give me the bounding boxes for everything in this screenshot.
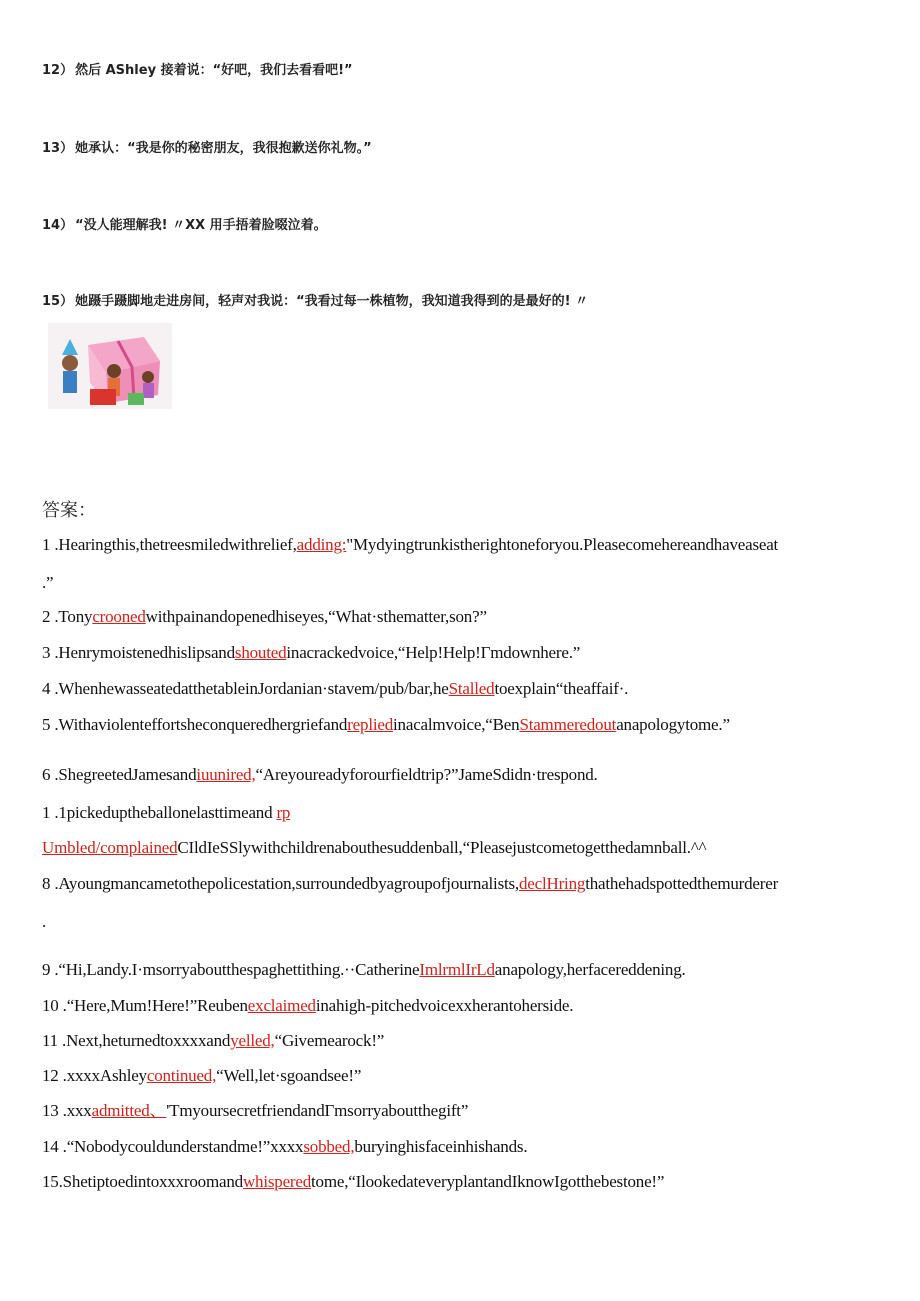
answer-text: 15.Shetiptoedintoxxxroomand bbox=[42, 1172, 243, 1191]
answer-text: 11 .Next,heturnedtoxxxxand bbox=[42, 1031, 231, 1050]
answer-text: 1 .Hearingthis,thetreesmiledwithrelief, bbox=[42, 535, 297, 554]
answer-line bbox=[42, 960, 686, 980]
answer-line bbox=[42, 765, 598, 785]
question-12: 12） 然后 AShley 接着说：“好吧，我们去看看吧!” bbox=[42, 63, 353, 78]
answer-text: 2 .Tony bbox=[42, 607, 93, 626]
answer-text: 13 .xxx bbox=[42, 1101, 92, 1120]
answer-text: 4 .WhenhewasseatedatthetableinJordanian·stavem/pub/bar,he bbox=[42, 679, 449, 698]
answer-word: exclaimed bbox=[247, 996, 316, 1015]
gift-party-illustration bbox=[48, 323, 172, 409]
answer-line bbox=[42, 1066, 361, 1086]
answer-word: shouted bbox=[234, 643, 287, 662]
answer-line bbox=[42, 1137, 527, 1157]
answer-word: replied bbox=[347, 715, 394, 734]
answer-text: inacrackedvoice,“Help!Help!Γmdownhere.” bbox=[286, 643, 581, 662]
answer-word: iuunired, bbox=[196, 765, 256, 784]
answer-text: 14 .“Nobodycouldunderstandme!”xxxx bbox=[42, 1137, 304, 1156]
answer-line bbox=[42, 535, 778, 555]
answer-line bbox=[42, 838, 706, 858]
answer-word: continued, bbox=[146, 1066, 217, 1085]
answer-word: yelled, bbox=[230, 1031, 275, 1050]
answer-line bbox=[42, 1031, 384, 1051]
answer-line bbox=[42, 996, 573, 1016]
question-13: 13） 她承认：“我是你的秘密朋友，我很抱歉送你礼物。” bbox=[42, 141, 372, 156]
answer-line bbox=[42, 715, 730, 735]
answer-text: 6 .ShegreetedJamesand bbox=[42, 765, 197, 784]
answer-text: tome,“IlookedateveryplantandIknowIgotthebestone!” bbox=[311, 1172, 665, 1191]
answer-word: adding: bbox=[296, 535, 347, 554]
answer-word: rp bbox=[276, 803, 291, 822]
answer-text: 12 .xxxxAshley bbox=[42, 1066, 147, 1085]
answer-text: "Mydyingtrunkistherightoneforyou.Pleasecomehereandhaveaseat bbox=[346, 535, 779, 554]
answer-line bbox=[42, 607, 487, 627]
answer-line bbox=[42, 573, 53, 593]
answer-text: CIldIeSSlywithchildrenabouthesuddenball,“Pleasejustcometogetthedamnball.^^ bbox=[177, 838, 707, 857]
answer-text: 'TmyoursecretfriendandΓmsorryaboutthegift” bbox=[166, 1101, 469, 1120]
answer-line bbox=[42, 643, 580, 663]
answer-text: 3 .Henrymoistenedhislipsand bbox=[42, 643, 235, 662]
answer-line bbox=[42, 1172, 664, 1192]
answer-word: admitted、 bbox=[91, 1101, 167, 1120]
answer-text: 8 .Ayoungmancametothepolicestation,surroundedbyagroupofjournalists, bbox=[42, 874, 519, 893]
answer-text: inahigh-pitchedvoicexxherantoherside. bbox=[315, 996, 574, 1015]
answer-word: sobbed, bbox=[303, 1137, 355, 1156]
answer-text: anapologytome.” bbox=[616, 715, 730, 734]
answer-word: Umbled/complained bbox=[42, 838, 178, 857]
answer-text: buryinghisfaceinhishands. bbox=[354, 1137, 528, 1156]
answer-word: whispered bbox=[242, 1172, 312, 1191]
answer-text: 9 .“Hi,Landy.I·msorryaboutthespaghettithing.··Catherine bbox=[42, 960, 420, 979]
answer-text: inacalmvoice,“Ben bbox=[393, 715, 520, 734]
answer-text: 10 .“Here,Mum!Here!”Reuben bbox=[42, 996, 248, 1015]
answer-text: 1 .1pickeduptheballonelasttimeand bbox=[42, 803, 277, 822]
answer-text: “Givemearock!” bbox=[274, 1031, 385, 1050]
answer-word: Stammeredout bbox=[519, 715, 617, 734]
answer-word: ImlrmlIrLd bbox=[419, 960, 495, 979]
answer-line bbox=[42, 679, 628, 699]
answer-text: toexplain“theaffaif·. bbox=[494, 679, 629, 698]
answer-text: withpainandopenedhiseyes,“What·sthematter,son?” bbox=[145, 607, 487, 626]
answer-text: 5 .Withaviolenteffortsheconqueredhergriefand bbox=[42, 715, 348, 734]
answer-line bbox=[42, 874, 778, 894]
answer-line bbox=[42, 803, 290, 823]
answers-heading: 答案： bbox=[42, 500, 96, 521]
question-15: 15） 她蹑手蹑脚地走进房间，轻声对我说：“我看过每一株植物，我知道我得到的是最好的! 〃 bbox=[42, 294, 589, 309]
answer-line bbox=[42, 1101, 468, 1121]
answer-text: “Well,let·sgoandsee!” bbox=[216, 1066, 362, 1085]
answer-text: .” bbox=[42, 573, 54, 592]
answer-text: thathehadspottedthemurderer bbox=[585, 874, 779, 893]
answer-word: Stalled bbox=[448, 679, 495, 698]
answer-text: . bbox=[42, 912, 47, 931]
answer-line bbox=[42, 912, 46, 932]
answer-text: anapology,herfacereddening. bbox=[494, 960, 686, 979]
answer-word: crooned bbox=[92, 607, 146, 626]
question-14: 14） “没人能理解我! 〃XX 用手捂着脸啜泣着。 bbox=[42, 218, 327, 233]
answer-text: “Areyoureadyforourfieldtrip?”JameSdidn·trespond. bbox=[255, 765, 598, 784]
answer-word: declHring bbox=[519, 874, 586, 893]
